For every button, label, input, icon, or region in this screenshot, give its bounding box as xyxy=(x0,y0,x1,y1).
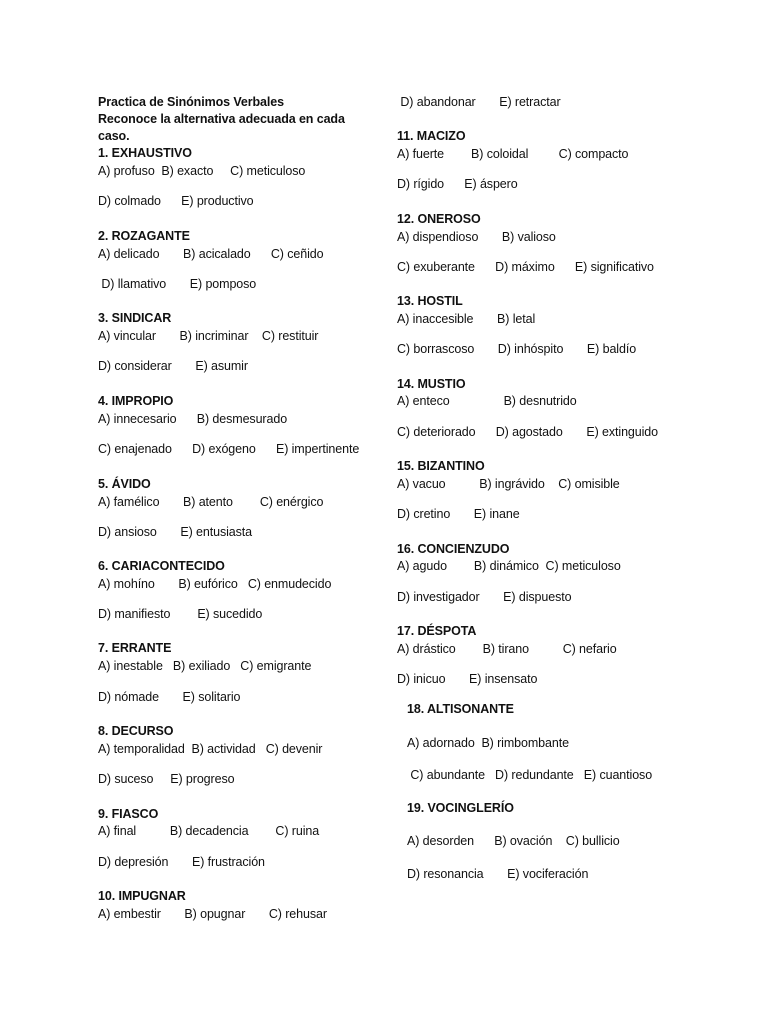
question-4-title: 4. IMPROPIO xyxy=(98,394,174,408)
question-3-options-b: D) considerar E) asumir xyxy=(98,359,248,373)
question-13-options-b: C) borrascoso D) inhóspito E) baldío xyxy=(397,342,637,356)
question-7-options-a: A) inestable B) exiliado C) emigrante xyxy=(98,659,312,673)
question-10-options-b: D) abandonar E) retractar xyxy=(397,95,561,109)
question-4-options-b: C) enajenado D) exógeno E) impertinente xyxy=(98,442,360,456)
question-15-options-b: D) cretino E) inane xyxy=(397,507,520,521)
question-6-options-b: D) manifiesto E) sucedido xyxy=(98,607,263,621)
question-19-options-a: A) desorden B) ovación C) bullicio xyxy=(407,834,620,848)
question-19-options-b: D) resonancia E) vociferación xyxy=(407,867,589,881)
question-17-options-b: D) inicuo E) insensato xyxy=(397,672,538,686)
question-16-options-b: D) investigador E) dispuesto xyxy=(397,590,572,604)
question-8-options-b: D) suceso E) progreso xyxy=(98,772,235,786)
question-17-options-a: A) drástico B) tirano C) nefario xyxy=(397,642,617,656)
question-2-title: 2. ROZAGANTE xyxy=(98,229,190,243)
question-4-options-a: A) innecesario B) desmesurado xyxy=(98,412,288,426)
worksheet-title: Practica de Sinónimos Verbales xyxy=(98,95,284,109)
question-17-title: 17. DÉSPOTA xyxy=(397,624,477,638)
question-14-title: 14. MUSTIO xyxy=(397,377,466,391)
question-8-options-a: A) temporalidad B) actividad C) devenir xyxy=(98,742,323,756)
question-13-options-a: A) inaccesible B) letal xyxy=(397,312,536,326)
question-5-title: 5. ÁVIDO xyxy=(98,477,151,491)
question-7-options-b: D) nómade E) solitario xyxy=(98,690,241,704)
question-1-title: 1. EXHAUSTIVO xyxy=(98,146,192,160)
question-1-options-a: A) profuso B) exacto C) meticuloso xyxy=(98,164,306,178)
question-18-options-b: C) abundante D) redundante E) cuantioso xyxy=(407,768,653,782)
question-13-title: 13. HOSTIL xyxy=(397,294,463,308)
question-9-options-a: A) final B) decadencia C) ruina xyxy=(98,824,320,838)
question-16-title: 16. CONCIENZUDO xyxy=(397,542,510,556)
question-12-title: 12. ONEROSO xyxy=(397,212,481,226)
question-11-title: 11. MACIZO xyxy=(397,129,466,143)
question-3-options-a: A) vincular B) incriminar C) restituir xyxy=(98,329,319,343)
question-15-title: 15. BIZANTINO xyxy=(397,459,485,473)
question-14-options-b: C) deteriorado D) agostado E) extinguido xyxy=(397,425,659,439)
question-10-title: 10. IMPUGNAR xyxy=(98,889,186,903)
question-12-options-b: C) exuberante D) máximo E) significativo xyxy=(397,260,654,274)
question-14-options-a: A) enteco B) desnutrido xyxy=(397,394,577,408)
instruction-line-1: Reconoce la alternativa adecuada en cada xyxy=(98,112,345,126)
question-19-title: 19. VOCINGLERÍO xyxy=(407,801,514,815)
question-11-options-a: A) fuerte B) coloidal C) compacto xyxy=(397,147,629,161)
question-2-options-b: D) llamativo E) pomposo xyxy=(98,277,257,291)
question-6-title: 6. CARIACONTECIDO xyxy=(98,559,225,573)
question-9-options-b: D) depresión E) frustración xyxy=(98,855,265,869)
question-10-options-a: A) embestir B) opugnar C) rehusar xyxy=(98,907,327,921)
question-6-options-a: A) mohíno B) eufórico C) enmudecido xyxy=(98,577,332,591)
question-8-title: 8. DECURSO xyxy=(98,724,174,738)
question-3-title: 3. SINDICAR xyxy=(98,311,172,325)
question-11-options-b: D) rígido E) áspero xyxy=(397,177,518,191)
question-15-options-a: A) vacuo B) ingrávido C) omisible xyxy=(397,477,620,491)
question-7-title: 7. ERRANTE xyxy=(98,641,172,655)
question-12-options-a: A) dispendioso B) valioso xyxy=(397,230,556,244)
question-2-options-a: A) delicado B) acicalado C) ceñido xyxy=(98,247,324,261)
question-18-options-a: A) adornado B) rimbombante xyxy=(407,736,569,750)
question-5-options-a: A) famélico B) atento C) enérgico xyxy=(98,495,324,509)
question-1-options-b: D) colmado E) productivo xyxy=(98,194,254,208)
question-5-options-b: D) ansioso E) entusiasta xyxy=(98,525,253,539)
instruction-line-2: caso. xyxy=(98,129,130,143)
question-16-options-a: A) agudo B) dinámico C) meticuloso xyxy=(397,559,621,573)
question-18-title: 18. ALTISONANTE xyxy=(407,702,514,716)
question-9-title: 9. FIASCO xyxy=(98,807,159,821)
